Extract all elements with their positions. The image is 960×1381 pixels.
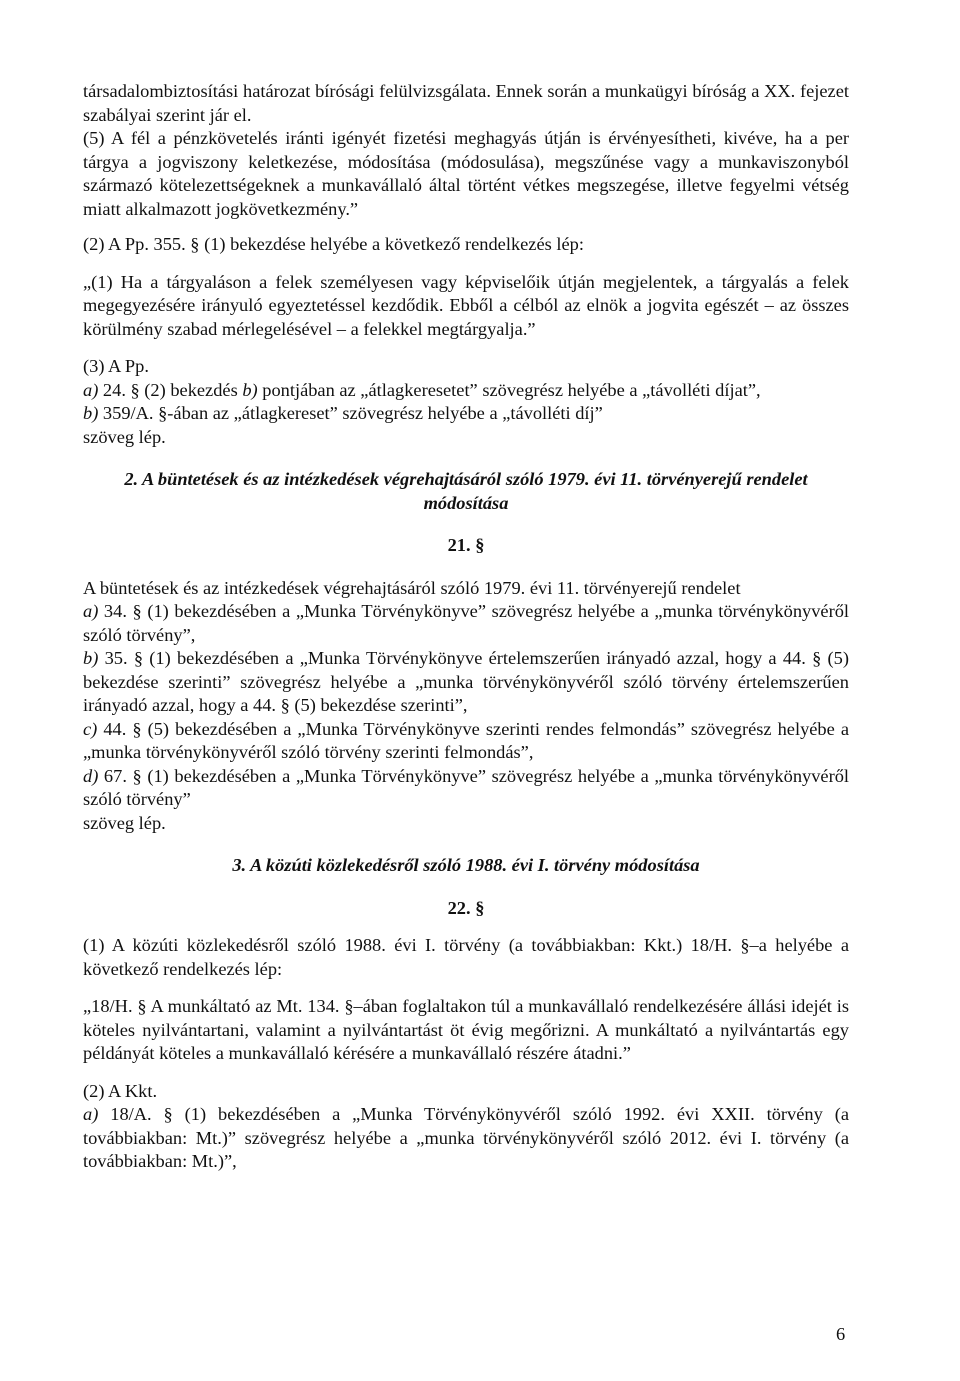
list-label: a) (83, 1104, 99, 1124)
paragraph: társadalombiztosítási határozat bírósági felülvizsgálata. Ennek során a munkaügyi bíróság a XX. fejezet szabályai szerint jár el. (83, 81, 849, 125)
paragraph: (2) A Pp. 355. § (1) bekezdése helyébe a következő rendelkezés lép: (83, 234, 584, 254)
paragraph: (3) A Pp. (83, 356, 149, 376)
paragraph: (5) A fél a pénzkövetelés iránti igényét fizetési meghagyás útján is érvényesítheti, kivéve, ha a per tárgya a jogviszony keletkezése, módosítása (módosulása), megszűnése vagy a munkaviszonyból származó kötelezettségeknek a munkavállaló által történt vétkes megszegése, illetve fegyelmi vétség miatt alkalmazott jogkövetkezmény.” (83, 128, 849, 219)
paragraph: szöveg lép. (83, 426, 166, 447)
paragraph: A büntetések és az intézkedések végrehajtásáról szóló 1979. évi 11. törvényerejű rendelet (83, 577, 741, 598)
chapter-heading: 3. A közúti közlekedésről szóló 1988. évi I. törvény módosítása (232, 855, 700, 875)
quoted-provision: „(1) Ha a tárgyaláson a felek személyesen vagy képviselőik útján megjelentek, a tárgyalás a felek megegyezésére irányuló egyeztetéssel kezdődik. Ebből a célból az elnök a jogvita egészét – az összes körülmény szabad mérlegelésével – a felekkel megtárgyalja.” (83, 271, 849, 339)
page-number: 6 (836, 1324, 846, 1344)
list-item: c) 44. § (5) bekezdésében a „Munka Törvénykönyve szerinti rendes felmondás” szövegrész helyébe a „munka törvénykönyvéről szóló törvény szerinti felmondás”, (83, 718, 849, 762)
section-number: 22. § (447, 897, 485, 918)
document-body (83, 80, 849, 1174)
quoted-provision: „18/H. § A munkáltató az Mt. 134. §–ában foglaltakon túl a munkavállaló rendelkezésére állási idejét is köteles nyilvántartani, valamint a nyilvántartást öt évig megőrizni. A munkáltató a nyilvántartás egy példányát köteles a munkavállaló kérésére a munkavállaló részére átadni.” (83, 996, 849, 1063)
list-item: a) 24. § (2) bekezdés b) pontjában az „átlagkeresetet” szövegrész helyébe a „távolléti díjat”, (83, 379, 761, 400)
chapter-heading: 2. A büntetések és az intézkedések végrehajtásáról szóló 1979. évi 11. törvényerejű rendelet módosítása (124, 469, 808, 513)
list-label: b) (83, 648, 99, 668)
list-label: c) (83, 718, 98, 739)
list-label: d) (83, 765, 99, 786)
paragraph: szöveg lép. (83, 812, 166, 833)
list-label: b) (242, 379, 258, 400)
list-label: a) (83, 379, 99, 400)
paragraph: (1) A közúti közlekedésről szóló 1988. évi I. törvény (a továbbiakban: Kkt.) 18/H. §–a helyébe a következő rendelkezés lép: (83, 935, 849, 979)
paragraph: (2) A Kkt. (83, 1080, 158, 1101)
list-label: a) (83, 601, 99, 621)
list-item: a) 18/A. § (1) bekezdésében a „Munka Törvénykönyvéről szóló 1992. évi XXII. törvény (a továbbiakban: Mt.)” szövegrész helyébe a „munka törvénykönyvéről szóló 2012. évi I. törvény (a továbbiakban: Mt.)”, (83, 1104, 849, 1171)
list-label: b) (83, 403, 99, 423)
list-item: d) 67. § (1) bekezdésében a „Munka Törvénykönyve” szövegrész helyébe a „munka törvénykönyvéről szóló törvény” (83, 765, 849, 809)
section-number: 21. § (447, 535, 485, 555)
list-item: a) 34. § (1) bekezdésében a „Munka Törvénykönyve” szövegrész helyébe a „munka törvénykönyvéről szóló törvény”, (83, 601, 849, 645)
list-item: b) 359/A. §-ában az „átlagkereset” szövegrész helyébe a „távolléti díj” (83, 403, 603, 423)
list-item: b) 35. § (1) bekezdésében a „Munka Törvénykönyve értelemszerűen irányadó azzal, hogy a 44. § (5) bekezdése szerinti” szövegrész helyébe a „munka törvénykönyvéről szóló törvény értelemszerűen irányadó azzal, hogy a 44. § (5) bekezdése szerinti”, (83, 648, 849, 715)
